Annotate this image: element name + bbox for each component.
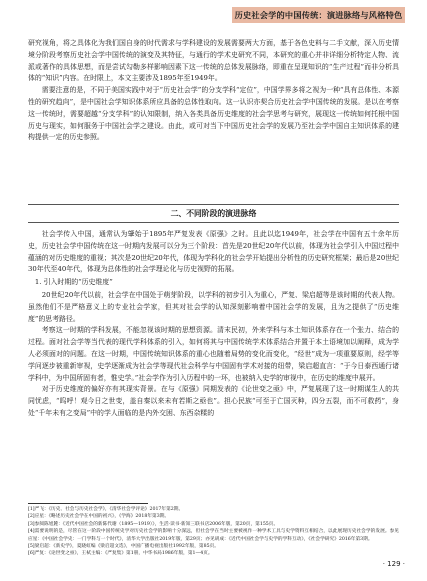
footnote-6: [6]严复：《论世变之亟》，王栻主编：《严复集》第1册，中华书局1986年版，第1—4页。 bbox=[28, 551, 213, 557]
intro-paragraph-1: 研究视角，将之具体化为我们国自身的时代需求与学科建设的发展需要两大方面，基于各色史料与二手文献，深入历史情境分阶段考察历史社会学中国传统的演变及其特征，与通行的学术史研究不同，本研究的重心并非详细分析特定人物、流派或著作的具体思想，而是尝试勾勒多样影响因素下这一传统的总体发展脉络，即重在呈现知识的“生产过程”而非分析具体的“知识”内容。在时限上，本文主要涉及1895年至1949年。 bbox=[28, 39, 399, 83]
footnote-rule bbox=[28, 503, 148, 504]
footnote-1: [1]严飞：《历史、社会与历史社会学》，《清华社会学评论》2017年第2期。 bbox=[28, 507, 184, 512]
intro-text-block bbox=[28, 38, 399, 144]
subsection-heading: 1. 引入时期的“历史维度” bbox=[34, 278, 113, 287]
section-title: 二、不同阶段的演进脉络 bbox=[170, 209, 257, 218]
footnote-2: [2]应星：《略述历史社会学在中国的初兴》，《学海》2018年第3期。 bbox=[28, 514, 170, 520]
body-paragraph-1: 社会学传入中国，通常认为肇始于1895年严复发表《原强》之时。且此以迄1949年，社会学在中国有五十余年历史，历史社会学中国传统在这一时期内发展可以分为三个阶段：首先是20世纪20年代以前，体现为社会学引入中国过程中蕴涵的对历史维度的重视；其次是20世纪20年代，体现为学科化的社会学开始提出分析性的历史研究框架；最后是20世纪30年代至40年代，体现为总体性的社会学理论化与历史视野的拓展。 bbox=[28, 230, 399, 274]
intro-paragraph-2: 需要注意的是，不同于美国实践中对于“历史社会学”的分支学科“定位”，中国学界多将之视为一种“具有总体性、本源性的研究趋向”，是中国社会学知识体系所应具备的总体性取向。这一认识亦契合历史社会学中国传统的发展。是以在考察这一传统时，需要超越“分支学科”的认知限制，纳入各类具备历史维度的社会学思考与研究，展现这一传统如何托根中国历史与现实，如何服务于中国社会学之建设。由此，或可对当下中国历史社会学的发展乃至社会学中国自主知识体系的建构提供一定的历史参照。 bbox=[28, 86, 399, 142]
running-header-title: 历史社会学的中国传统：演进脉络与风格特色 bbox=[234, 10, 403, 20]
section-rule-top bbox=[28, 204, 399, 205]
footnote-5: [5]梁启超：《新史学》，夏晓虹编《梁启超文选》，中国广播电视出版社1992年版，第85页。 bbox=[28, 544, 219, 550]
footnote-3: [3]参阅陈旭麓：《近代中国社会的新陈代谢（1895—1919）》，生活·读书·新知三联书店2006年版，第20页，第155页。 bbox=[28, 521, 279, 527]
page-number: · 129 · bbox=[382, 560, 405, 568]
footnote-4: [4]需要说明的是，尽管在这一阶段中国传统史学对历史社会学的影响十分深远，但社会学在当时主要被视作一种学术工具与史学资料互相结合，以此展现历史社会学的发展。参见应星：《中国社会学史：一门学科与一个时代》，清华大学出版社2019年版，第29页；亦见胡成：《近代中国社会学与史学的学科互动》，《社会学研究》2016年第3期。 bbox=[28, 529, 399, 542]
body-paragraph-3: 考察这一时期的学科发展，不能忽视该时期的思想资源。清末民初，外来学科与本土知识体系存在一个张力、结合的过程。面对社会学等当代表的现代学科体系的引入，如何将其与中国传统学术体系结合并置于本土语境加以阐释，成为学人必须面对的问题。在这一时期，中国传统知识体系的重心也随着局势的变化而变化，“经世”成为一项重要原则，经学等学问逐步被重新审视，史学逐渐成为社会学等现代社会科学与中国固有学术对接的纽带，梁启超直言：“于今日泰西通行诸学科中，为中国所固有者，惟史学。”社会学作为引入历程中的一环，也被纳入史学的审视中，在历史的维度中展开。 bbox=[28, 326, 399, 382]
running-header bbox=[0, 0, 427, 40]
section-body bbox=[28, 229, 399, 420]
footnotes bbox=[28, 506, 399, 558]
body-paragraph-2: 20世纪20年代以前，社会学在中国处于萌芽阶段，以学科的初步引入为重心，严复、梁启超等是该时期的代表人物。虽然他们不是严格意义上的专业社会学家，但其对社会学的认知深刻影响着中国社会学的发展，且为之提供了“历史维度”的思考路径。 bbox=[28, 290, 399, 323]
body-paragraph-4: 对于历史维度的偏好亦有其现实背景。在与《原强》同期发表的《论世变之亟》中，严复展现了这一时期谋生人的共同忧虑，“呜呼！观今日之世变，盖自秦以来未有若斯之亟也”。担心民族“可至于亡国灭种，四分五裂，而不可救药”，身处“千年未有之变局”中的学人面临的是内外交困、东西杂糅的 bbox=[28, 385, 399, 417]
section-rule-bottom bbox=[28, 222, 399, 223]
